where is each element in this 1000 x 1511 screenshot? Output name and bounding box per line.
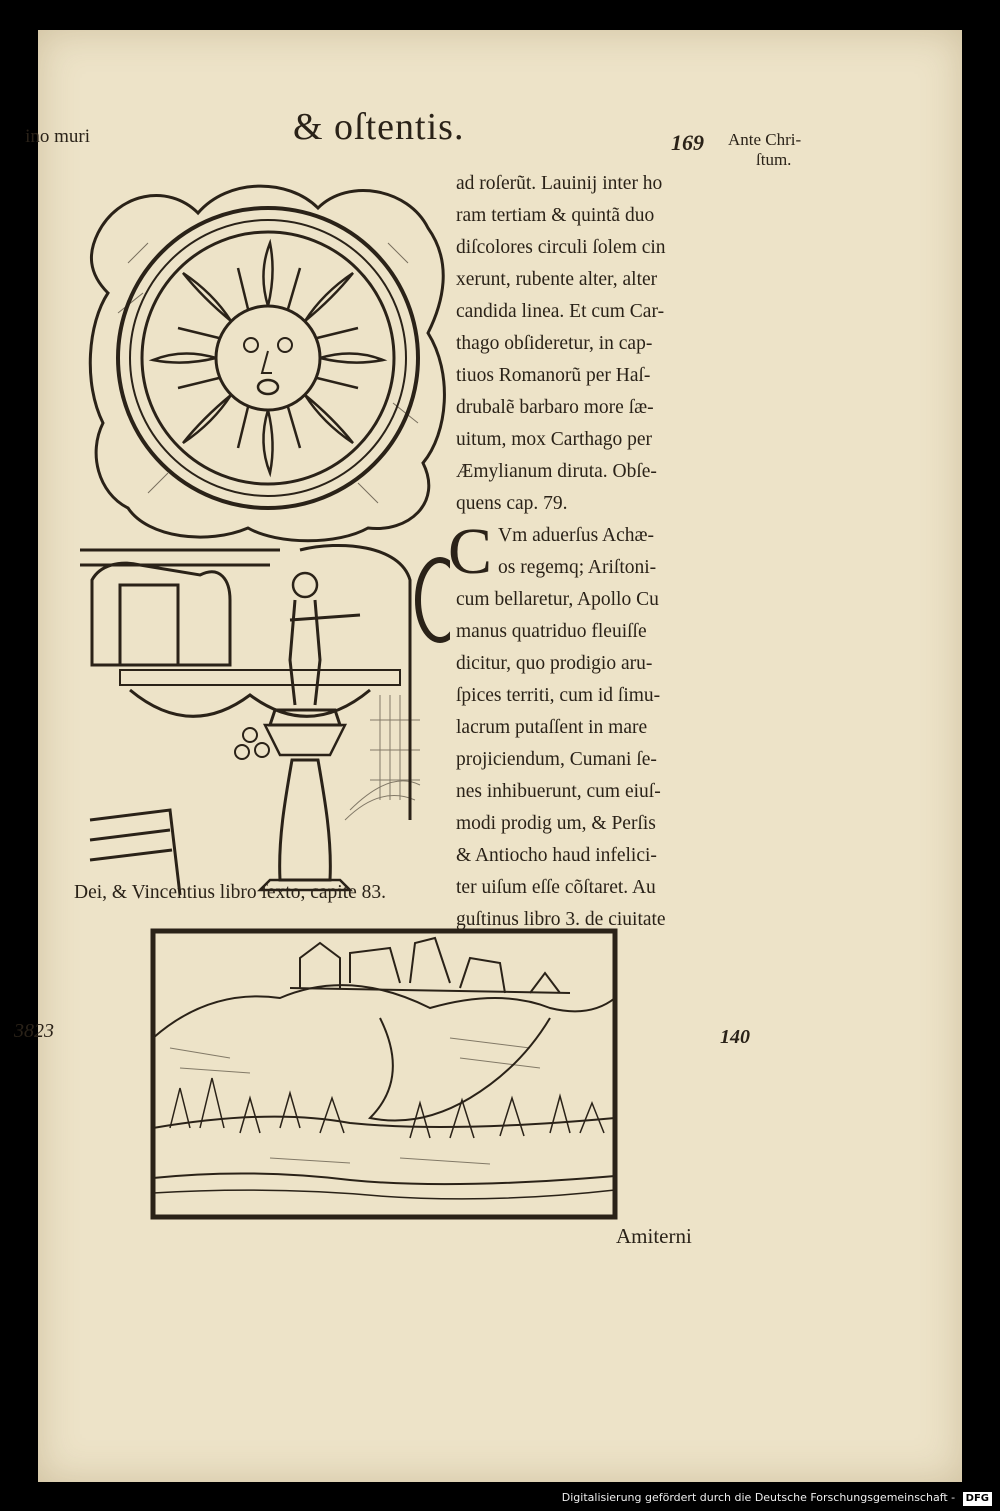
dfg-logo-icon[interactable]: DFG bbox=[963, 1492, 992, 1506]
text-line: uitum, mox Carthago per bbox=[456, 429, 653, 450]
text-line: nes inhibuerunt, cum eiuſ- bbox=[456, 781, 661, 802]
text-line: ſpices territi, cum id ſimu- bbox=[456, 685, 661, 706]
sun-woodcut-icon bbox=[88, 173, 450, 545]
text-line: dicitur, quo prodigio aru- bbox=[456, 653, 653, 674]
book-page bbox=[14, 30, 962, 1482]
text-line: & Antiocho haud infelici- bbox=[456, 845, 657, 866]
margin-note-line: Ante Chri- bbox=[728, 130, 802, 149]
text-line: manus quatriduo fleuiſſe bbox=[456, 621, 647, 642]
text-line: guſtinus libro 3. de ciuitate bbox=[456, 909, 666, 930]
text-line: lacrum putaſſent in mare bbox=[456, 717, 648, 738]
text-line: candida linea. Et cum Car- bbox=[456, 301, 665, 322]
text-line: ram tertiam & quintã duo bbox=[456, 205, 655, 226]
folio-right: 140 bbox=[720, 1026, 750, 1048]
text-line: ter uiſum eſſe cõſtaret. Au bbox=[456, 877, 656, 898]
drop-initial: C bbox=[448, 515, 493, 588]
page-number: 169 bbox=[671, 130, 704, 155]
footer-bar bbox=[0, 1485, 1000, 1511]
margin-note bbox=[728, 130, 838, 170]
catchword: Amiterni bbox=[616, 1224, 692, 1248]
text-line: quens cap. 79. bbox=[456, 493, 568, 514]
text-line: cum bellaretur, Apollo Cu bbox=[456, 589, 659, 610]
text-line: tiuos Romanorũ per Haſ- bbox=[456, 365, 651, 386]
running-head-left: ino muri bbox=[25, 126, 90, 147]
full-width-line: Dei, & Vincentius libro ſexto, capite 83. bbox=[74, 882, 387, 903]
margin-note-line: ſtum. bbox=[756, 150, 792, 169]
paragraph bbox=[448, 515, 718, 936]
text-line: ad roſerũt. Lauinij inter ho bbox=[456, 173, 663, 194]
page-title: & oſtentis. bbox=[293, 106, 465, 148]
text-line: thago obſideretur, in cap- bbox=[456, 333, 653, 354]
text-line: Æmylianum diruta. Obſe- bbox=[456, 461, 657, 482]
text-column bbox=[448, 168, 718, 936]
text-line: xerunt, rubente alter, alter bbox=[456, 269, 658, 290]
landscape-woodcut-icon bbox=[150, 928, 618, 1220]
folio-left: 3823 bbox=[14, 1020, 54, 1042]
text-line: Vm aduerſus Achæ- bbox=[498, 525, 655, 546]
text-line: os regemq; Ariſtoni- bbox=[498, 557, 657, 578]
text-line: drubalẽ barbaro more ſæ- bbox=[456, 397, 654, 418]
statue-woodcut-icon bbox=[80, 520, 450, 895]
text-line: modi prodig um, & Perſis bbox=[456, 813, 656, 834]
text-line: projiciendum, Cumani ſe- bbox=[456, 749, 657, 770]
text-line: diſcolores circuli ſolem cin bbox=[456, 237, 666, 258]
footer-text: Digitalisierung gefördert durch die Deutsche Forschungsgemeinschaft - bbox=[561, 1491, 956, 1504]
